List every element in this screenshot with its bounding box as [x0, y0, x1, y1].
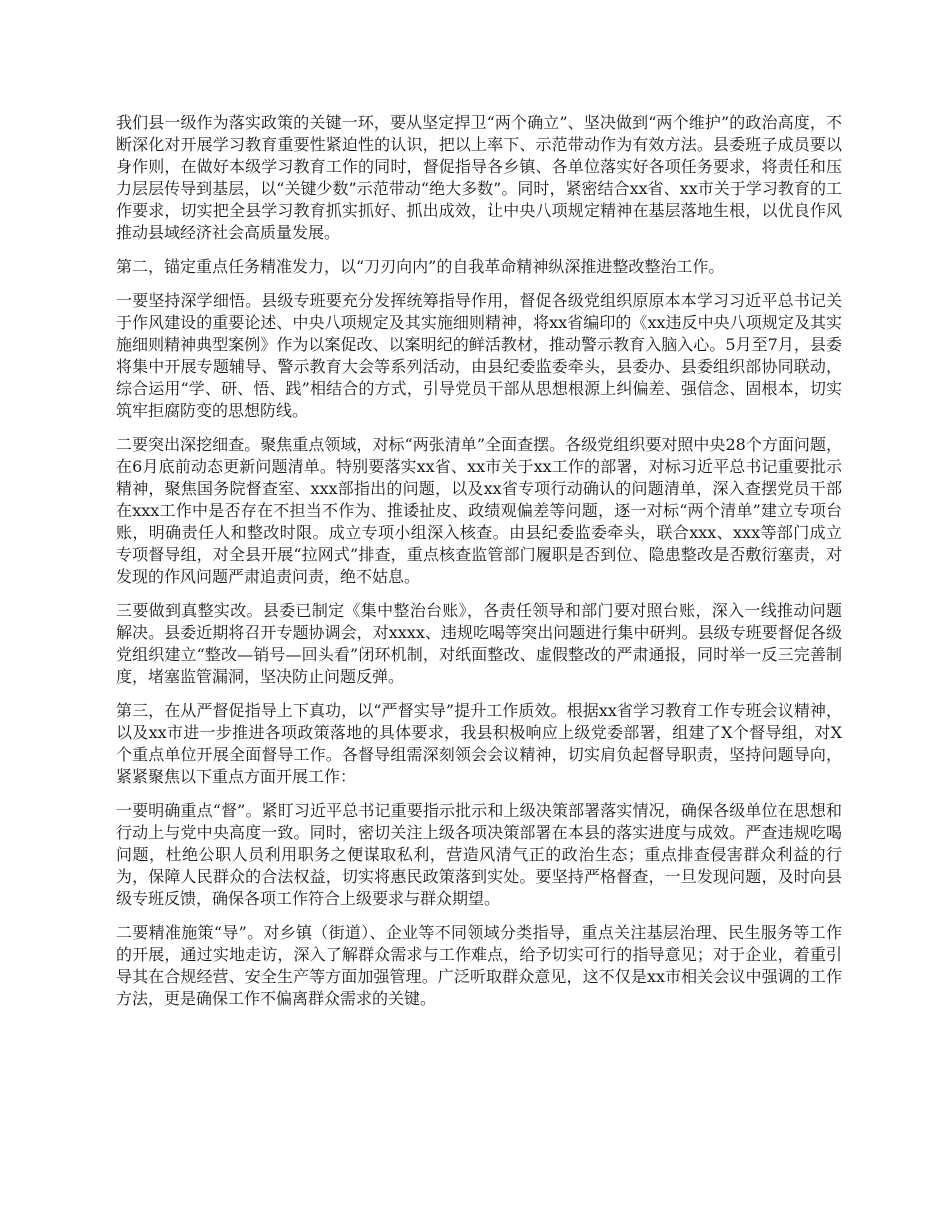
paragraph-deep-investigation: 二要突出深挖细查。聚焦重点领域，对标“两张清单”全面查摆。各级党组织要对照中央28个方面问题，在6月底前动态更新问题清单。特别要落实xx省、xx市关于xx工作的部署，对标习近平总书记重要批示精神，聚焦国务院督查室、xxx部指出的问题，以及xx省专项行动确认的问题清单，深入查摆党员干部在xxx工作中是否存在不担当不作为、推诿扯皮、政绩观偏差等问题，逐一对标“两个清单”建立专项台账，明确责任人和整改时限。成立专项小组深入核查。由县纪委监委牵头，联合xxx、xxx等部门成立专项督导组，对全县开展“拉网式”排查，重点核查监管部门履职是否到位、隐患整改是否敷衍塞责，对发现的作风问题严肃追责问责，绝不姑息。	[116, 435, 842, 586]
paragraph-supervise-focus: 一要明确重点“督”。紧盯习近平总书记重要指示批示和上级决策部署落实情况，确保各级单位在思想和行动上与党中央高度一致。同时，密切关注上级各项决策部署在本县的落实进度与成效。严查违规吃喝问题，杜绝公职人员利用职务之便谋取私利，营造风清气正的政治生态；重点排查侵害群众利益的行为，保障人民群众的合法权益，切实将惠民政策落到实处。要坚持严格督查，一旦发现问题，及时向县级专班反馈，确保各项工作符合上级要求与群众期望。	[116, 801, 842, 908]
paragraph-real-rectification: 三要做到真整实改。县委已制定《集中整治台账》，各责任领导和部门要对照台账，深入一线推动问题解决。县委近期将召开专题协调会，对xxxx、违规吃喝等突出问题进行集中研判。县级专班要督促各级党组织建立“整改—销号—回头看”闭环机制，对纸面整改、虚假整改的严肃通报，同时举一反三完善制度，堵塞监管漏洞，坚决防止问题反弹。	[116, 601, 842, 686]
paragraph-precise-guidance: 二要精准施策“导”。对乡镇（街道）、企业等不同领域分类指导，重点关注基层治理、民生服务等工作的开展，通过实地走访，深入了解群众需求与工作难点，给予切实可行的指导意见；对于企业，着重引导其在合规经营、安全生产等方面加强管理。广泛听取群众意见，这不仅是xx市相关会议中强调的工作方法，更是确保工作不偏离群众需求的关键。	[116, 923, 842, 1008]
paragraph-section-two-heading: 第二，锚定重点任务精准发力，以“刀刃向内”的自我革命精神纵深推进整改整治工作。	[116, 257, 725, 276]
paragraph-intro: 我们县一级作为落实政策的关键一环，要从坚定捍卫“两个确立”、坚决做到“两个维护”的政治高度，不断深化对开展学习教育重要性紧迫性的认识，把以上率下、示范带动作为有效方法。县委班子成员要以身作则，在做好本级学习教育工作的同时，督促指导各乡镇、各单位落实好各项任务要求，将责任和压力层层传导到基层，以“关键少数”示范带动“绝大多数”。同时，紧密结合xx省、xx市关于学习教育的工作要求，切实把全县学习教育抓实抓好、抓出成效，让中央八项规定精神在基层落地生根，以优良作风推动县域经济社会高质量发展。	[116, 113, 842, 242]
paragraph-deep-study: 一要坚持深学细悟。县级专班要充分发挥统筹指导作用，督促各级党组织原原本本学习习近平总书记关于作风建设的重要论述、中央八项规定及其实施细则精神，将xx省编印的《xx违反中央八项规定及其实施细则精神典型案例》作为以案促改、以案明纪的鲜活教材，推动警示教育入脑入心。5月至7月，县委将集中开展专题辅导、警示教育大会等系列活动，由县纪委监委牵头，县委办、县委组织部协同联动，综合运用“学、研、悟、践”相结合的方式，引导党员干部从思想根源上纠偏差、强信念、固根本，切实筑牢拒腐防变的思想防线。	[116, 291, 842, 420]
paragraph-section-three-heading: 第三，在从严督促指导上下真功，以“严督实导”提升工作质效。根据xx省学习教育工作专班会议精神，以及xx市进一步推进各项政策落地的具体要求，我县积极响应上级党委部署，组建了X个督导组，对X个重点单位开展全面督导工作。各督导组需深刻领会会议精神，切实肩负起督导职责，坚持问题导向，紧紧聚焦以下重点方面开展工作：	[116, 701, 842, 786]
document-page	[116, 112, 842, 1022]
